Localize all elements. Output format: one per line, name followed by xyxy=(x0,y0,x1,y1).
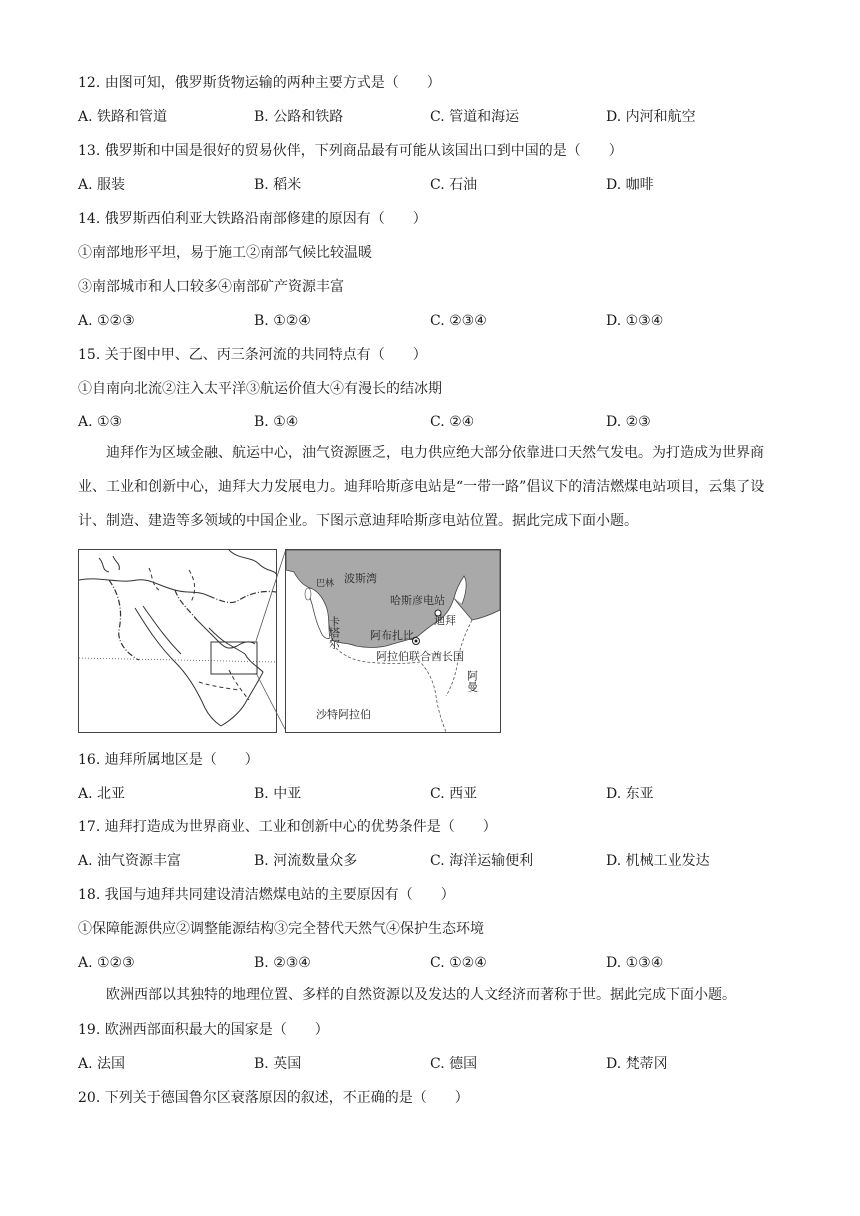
option-b[interactable]: B. 稻米 xyxy=(254,177,302,193)
option-d[interactable]: D. 内河和航空 xyxy=(606,109,696,125)
question-statements: ①自南向北流②注入太平洋③航运价值大④有漫长的结冰期 xyxy=(78,381,442,397)
dubai-label: 迪拜 xyxy=(434,614,456,627)
question-statements: ③南部城市和人口较多④南部矿产资源丰富 xyxy=(78,279,344,295)
option-a[interactable]: A. 铁路和管道 xyxy=(78,109,168,125)
option-d[interactable]: D. ①③④ xyxy=(606,955,664,971)
saudi-label: 沙特阿拉伯 xyxy=(316,708,371,721)
qatar-label: 卡塔尔 xyxy=(327,616,341,649)
option-a[interactable]: A. 北亚 xyxy=(78,786,126,802)
option-a[interactable]: A. ①③ xyxy=(78,414,123,430)
abudhabi-label: 阿布扎比 xyxy=(370,629,414,642)
option-c[interactable]: C. 德国 xyxy=(430,1056,478,1072)
gulf-label: 波斯湾 xyxy=(344,572,377,585)
option-a[interactable]: A. 服装 xyxy=(78,177,126,193)
question-statements: ①南部地形平坦，易于施工②南部气候比较温暖 xyxy=(78,245,372,261)
middle-east-overview-map xyxy=(79,550,276,732)
option-b[interactable]: B. 英国 xyxy=(254,1056,302,1072)
option-c[interactable]: C. 管道和海运 xyxy=(430,109,520,125)
option-c[interactable]: C. 西亚 xyxy=(430,786,478,802)
option-d[interactable]: D. 东亚 xyxy=(606,786,654,802)
question-stem-13: 13. 俄罗斯和中国是很好的贸易伙伴，下列商品最有可能从该国出口到中国的是（ ） xyxy=(78,143,623,159)
uae-label: 阿拉伯联合酋长国 xyxy=(376,650,464,663)
option-a[interactable]: A. ①②③ xyxy=(78,955,135,971)
inset-connector xyxy=(250,549,290,739)
oman-label: 阿曼 xyxy=(465,670,479,692)
question-stem-12: 12. 由图可知，俄罗斯货物运输的两种主要方式是（ ） xyxy=(78,75,441,91)
option-a[interactable]: A. 油气资源丰富 xyxy=(78,853,182,869)
question-stem-14: 14. 俄罗斯西伯利亚大铁路沿南部修建的原因有（ ） xyxy=(78,211,427,227)
reading-passage-europe: 欧洲西部以其独特的地理位置、多样的自然资源以及发达的人文经济而著称于世。据此完成下面小题。 xyxy=(106,987,736,1003)
option-b[interactable]: B. 中亚 xyxy=(254,786,302,802)
option-d[interactable]: D. ①③④ xyxy=(606,313,664,329)
question-stem-17: 17. 迪拜打造成为世界商业、工业和创新中心的优势条件是（ ） xyxy=(78,819,497,835)
option-c[interactable]: C. ②④ xyxy=(430,414,475,430)
dubai-detail-map xyxy=(286,550,500,732)
question-stem-19: 19. 欧洲西部面积最大的国家是（ ） xyxy=(78,1022,329,1038)
detail-map xyxy=(285,549,501,733)
option-d[interactable]: D. 梵蒂冈 xyxy=(606,1056,668,1072)
station-label: 哈斯彦电站 xyxy=(390,594,445,607)
option-c[interactable]: C. 石油 xyxy=(430,177,478,193)
reading-passage-dubai: 迪拜作为区域金融、航运中心，油气资源匮乏，电力供应绝大部分依靠进口天然气发电。为打造成为世界商业、工业和创新中心，迪拜大力发展电力。迪拜哈斯彦电站是“一带一路”倡议下的清洁燃煤电站项目，云集了设计、制造、建造等多领域的中国企业。下图示意迪拜哈斯彦电站位置。据此完成下面小题。 xyxy=(78,445,765,529)
option-c[interactable]: C. ①②④ xyxy=(430,955,487,971)
option-b[interactable]: B. ①④ xyxy=(254,414,299,430)
question-statements: ①保障能源供应②调整能源结构③完全替代天然气④保护生态环境 xyxy=(78,921,484,937)
option-d[interactable]: D. 机械工业发达 xyxy=(606,853,710,869)
question-stem-18: 18. 我国与迪拜共同建设清洁燃煤电站的主要原因有（ ） xyxy=(78,887,455,903)
option-d[interactable]: D. ②③ xyxy=(606,414,651,430)
question-stem-15: 15. 关于图中甲、乙、丙三条河流的共同特点有（ ） xyxy=(78,347,427,363)
option-b[interactable]: B. ②③④ xyxy=(254,955,311,971)
question-stem-20: 20. 下列关于德国鲁尔区衰落原因的叙述，不正确的是（ ） xyxy=(78,1090,469,1106)
question-stem-16: 16. 迪拜所属地区是（ ） xyxy=(78,752,259,768)
option-c[interactable]: C. 海洋运输便利 xyxy=(430,853,534,869)
overview-map xyxy=(78,549,277,733)
option-c[interactable]: C. ②③④ xyxy=(430,313,487,329)
option-b[interactable]: B. 河流数量众多 xyxy=(254,853,358,869)
option-b[interactable]: B. ①②④ xyxy=(254,313,311,329)
bahrain-label: 巴林 xyxy=(316,579,335,589)
option-a[interactable]: A. 法国 xyxy=(78,1056,126,1072)
option-a[interactable]: A. ①②③ xyxy=(78,313,135,329)
option-b[interactable]: B. 公路和铁路 xyxy=(254,109,344,125)
option-d[interactable]: D. 咖啡 xyxy=(606,177,654,193)
